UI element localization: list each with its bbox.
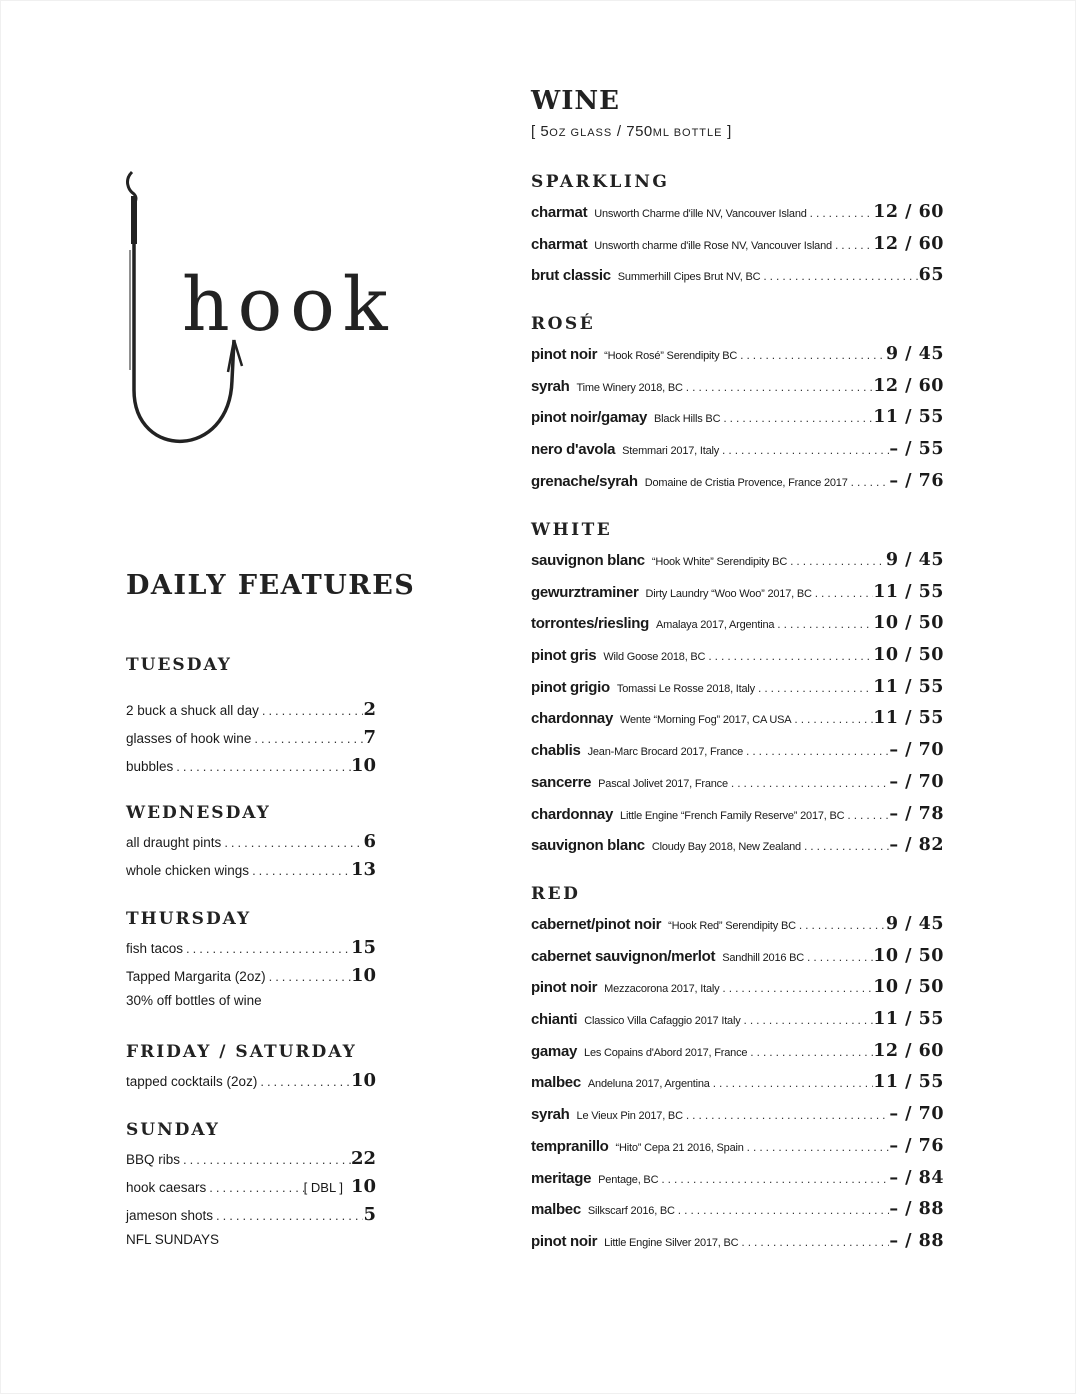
bottle-size: 750 (626, 123, 653, 140)
feature-price: 2 (363, 699, 376, 720)
wine-item (531, 1009, 944, 1041)
leader-dots (844, 808, 889, 822)
leader-dots (760, 269, 918, 283)
wine-item (531, 202, 944, 234)
wine-item (531, 1199, 944, 1231)
wine-name: tempranillo (531, 1137, 609, 1155)
feature-item (126, 1176, 376, 1204)
leader-dots (796, 918, 886, 932)
day-name: SUNDAY (126, 1120, 220, 1140)
leader-dots (683, 1108, 889, 1122)
wine-description: Jean-Marc Brocard 2017, France (587, 746, 744, 759)
wine-item (531, 1136, 944, 1168)
wine-item (531, 582, 944, 614)
feature-price: 7 (363, 727, 376, 748)
wine-price: – / 70 (889, 740, 944, 761)
leader-dots (807, 206, 874, 220)
wine-item (531, 550, 944, 582)
wine-name: torrontes/riesling (531, 615, 649, 633)
wine-name: cabernet/pinot noir (531, 916, 662, 933)
wine-name: chardonnay (531, 805, 614, 823)
wine-price: 11 / 55 (873, 581, 944, 602)
leader-dots (173, 759, 351, 774)
day-name: WEDNESDAY (126, 803, 271, 823)
wine-item (531, 677, 944, 709)
wine-price: 11 / 55 (873, 1072, 944, 1093)
leader-dots (183, 941, 351, 956)
wine-price: 12 / 60 (873, 375, 944, 396)
leader-dots (719, 443, 889, 457)
leader-dots (774, 617, 873, 631)
glass-unit: OZ GLASS (549, 127, 613, 139)
wine-price: 10 / 50 (873, 613, 944, 634)
wine-price: 9 / 45 (885, 550, 944, 570)
feature-item (126, 1204, 376, 1232)
wine-description: Pentage, BC (598, 1173, 659, 1186)
wine-name: pinot noir (531, 979, 598, 997)
wine-item (531, 1104, 944, 1136)
wine-item (531, 1041, 944, 1073)
leader-dots (728, 776, 889, 790)
feature-name: all draught pints (126, 835, 222, 850)
feature-item (126, 727, 376, 755)
wine-name: chianti (531, 1011, 578, 1029)
wine-price: – / 55 (889, 439, 944, 460)
wine-price: 12 / 60 (873, 233, 944, 254)
day-thursday (126, 909, 376, 1021)
wine-item (531, 471, 944, 503)
feature-price: 10 (350, 965, 376, 986)
wine-price: – / 88 (889, 1199, 944, 1220)
feature-item (126, 831, 376, 859)
leader-dots (257, 1074, 351, 1089)
leader-dots (801, 839, 889, 853)
wine-item (531, 645, 944, 677)
separator: / (612, 123, 627, 140)
wine-name: sauvignon blanc (531, 837, 645, 855)
logo-text: hook (182, 262, 396, 348)
feature-name: fish tacos (126, 941, 184, 956)
wine-item (531, 1168, 944, 1200)
leader-dots (720, 411, 873, 425)
leader-dots (738, 1235, 889, 1249)
wine-description: Silkscarf 2016, BC (587, 1205, 675, 1218)
wine-item (531, 804, 944, 836)
wine-description: Little Engine “French Family Reserve” 2017, BC (620, 809, 845, 822)
leader-dots (812, 586, 873, 600)
wine-description: Little Engine Silver 2017, BC (604, 1236, 739, 1249)
wine-price: 11 / 55 (873, 676, 944, 697)
wine-item (531, 835, 944, 867)
wine-name: chablis (531, 742, 581, 760)
leader-dots (675, 1203, 890, 1217)
wine-description: Wild Goose 2018, BC (603, 651, 706, 664)
wine-description: Wente “Morning Fog” 2017, CA USA (620, 714, 792, 727)
wine-item (531, 946, 944, 978)
day-name: TUESDAY (126, 655, 232, 675)
feature-note: 30% off bottles of wine (126, 993, 262, 1008)
leader-dots (719, 981, 873, 995)
leader-dots (848, 475, 890, 489)
wine-price: – / 70 (889, 1104, 944, 1125)
wine-title: WINE (531, 86, 620, 116)
wine-item (531, 613, 944, 645)
wine-name: pinot noir/gamay (531, 409, 648, 427)
leader-dots (744, 1140, 890, 1154)
feature-note: NFL SUNDAYS (126, 1232, 220, 1247)
wine-price: 10 / 50 (873, 977, 944, 998)
feature-name: hook caesars (126, 1180, 207, 1195)
wine-name: grenache/syrah (531, 472, 638, 490)
wine-description: “Hook White” Serendipity BC (651, 556, 788, 568)
wine-serving-sizes (531, 123, 732, 140)
wine-description: Black Hills BC (654, 413, 721, 426)
wine-name: charmat (531, 235, 588, 253)
bracket: [ (531, 123, 541, 140)
leader-dots (737, 348, 886, 362)
wine-description: Summerhill Cipes Brut NV, BC (617, 271, 761, 284)
wine-description: Domaine de Cristia Provence, France 2017 (644, 476, 848, 489)
leader-dots (213, 1208, 363, 1223)
feature-item (126, 755, 376, 783)
wine-description: Unsworth charme d'ille Rose NV, Vancouver Island (594, 239, 832, 252)
wine-description: Le Vieux Pin 2017, BC (576, 1110, 683, 1123)
leader-dots (221, 835, 363, 850)
wine-item (531, 1072, 944, 1104)
wine-description: “Hook Red” Serendipity BC (668, 920, 796, 932)
wine-name: malbec (531, 1201, 581, 1219)
feature-price: 22 (350, 1148, 376, 1169)
feature-name: whole chicken wings (126, 863, 250, 878)
wine-item (531, 914, 944, 946)
leader-dots (251, 731, 363, 746)
leader-dots (705, 649, 873, 663)
wine-name: charmat (531, 204, 588, 221)
day-name: FRIDAY / SATURDAY (126, 1042, 357, 1062)
day-sunday (126, 1120, 376, 1260)
wine-name: sancerre (531, 773, 592, 791)
feature-price: 15 (350, 937, 376, 958)
feature-price: 5 (363, 1204, 376, 1225)
wine-description: Stemmari 2017, Italy (622, 445, 720, 458)
wine-description: Cloudy Bay 2018, New Zealand (651, 841, 801, 854)
wine-item (531, 977, 944, 1009)
wine-price: – / 76 (889, 470, 944, 491)
feature-item (126, 699, 376, 727)
section-sparkling (531, 172, 944, 297)
day-tuesday (126, 655, 376, 783)
leader-dots (266, 969, 351, 984)
feature-name: jameson shots (126, 1208, 214, 1223)
leader-dots (741, 1013, 874, 1027)
leader-dots (791, 712, 873, 726)
leader-dots (787, 554, 886, 568)
leader-dots (259, 703, 364, 718)
glass-size: 5 (540, 123, 550, 140)
feature-item (126, 965, 376, 993)
wine-price: – / 78 (889, 803, 944, 824)
wine-price: 12 / 60 (873, 202, 944, 222)
wine-item (531, 376, 944, 408)
wine-name: pinot grigio (531, 678, 610, 696)
day-name: THURSDAY (126, 909, 252, 929)
feature-price: 6 (363, 831, 376, 852)
section-rose (531, 314, 944, 502)
section-red (531, 884, 944, 1263)
wine-name: gewurztraminer (531, 583, 639, 601)
wine-item (531, 439, 944, 471)
feature-price: 10 (350, 755, 376, 776)
wine-name: syrah (531, 1106, 570, 1124)
wine-item (531, 1231, 944, 1263)
leader-dots (658, 1172, 889, 1186)
section-title: ROSÉ (531, 314, 596, 334)
section-title: WHITE (531, 520, 613, 540)
wine-item (531, 772, 944, 804)
wine-item (531, 344, 944, 376)
wine-price: 10 / 50 (873, 645, 944, 666)
wine-item (531, 234, 944, 266)
daily-features-title: DAILY FEATURES (126, 570, 416, 601)
day-friday-saturday (126, 1042, 376, 1098)
wine-name: nero d'avola (531, 441, 616, 459)
wine-description: Unsworth Charme d'ille NV, Vancouver Island (594, 208, 807, 220)
bracket: ] (722, 123, 732, 140)
feature-name: tapped cocktails (2oz) (126, 1074, 258, 1089)
wine-item (531, 265, 944, 297)
leader-dots (206, 1180, 303, 1195)
section-title: RED (531, 884, 581, 904)
wine-description: Time Winery 2018, BC (576, 381, 683, 394)
feature-name: 2 buck a shuck all day (126, 703, 259, 718)
wine-price: – / 70 (889, 771, 944, 792)
wine-name: syrah (531, 377, 570, 395)
day-wednesday (126, 803, 376, 887)
wine-price: – / 82 (889, 835, 944, 856)
feature-name: glasses of hook wine (126, 731, 252, 746)
feature-item (126, 1148, 376, 1176)
wine-price: – / 76 (889, 1135, 944, 1156)
section-title: SPARKLING (531, 172, 670, 192)
wine-name: cabernet sauvignon/merlot (531, 947, 716, 965)
wine-price: 11 / 55 (873, 708, 944, 729)
wine-description: Dirty Laundry “Woo Woo” 2017, BC (645, 587, 812, 600)
leader-dots (180, 1152, 351, 1167)
feature-item (126, 1070, 376, 1098)
wine-description: Classico Villa Cafaggio 2017 Italy (584, 1015, 741, 1028)
wine-price: 9 / 45 (885, 914, 944, 934)
feature-extra: [ DBL ] (303, 1180, 343, 1195)
wine-name: sauvignon blanc (531, 552, 645, 569)
wine-price: 11 / 55 (873, 1009, 944, 1030)
bottle-unit: ML BOTTLE (652, 127, 723, 139)
wine-price: – / 84 (889, 1167, 944, 1188)
wine-price: 11 / 55 (873, 407, 944, 428)
wine-price: – / 88 (889, 1230, 944, 1251)
wine-name: gamay (531, 1042, 578, 1060)
leader-dots (710, 1076, 873, 1090)
feature-price: 10 (350, 1176, 376, 1197)
wine-name: pinot noir (531, 1232, 598, 1250)
wine-item (531, 708, 944, 740)
feature-price: 13 (350, 859, 376, 880)
leader-dots (832, 238, 873, 252)
wine-name: pinot noir (531, 346, 598, 363)
leader-dots (683, 380, 873, 394)
leader-dots (804, 950, 873, 964)
wine-price: 9 / 45 (885, 344, 944, 364)
feature-name: BBQ ribs (126, 1152, 181, 1167)
wine-item (531, 740, 944, 772)
wine-name: chardonnay (531, 710, 614, 728)
wine-price: 12 / 60 (873, 1040, 944, 1061)
feature-price: 10 (350, 1070, 376, 1091)
wine-description: Les Copains d'Abord 2017, France (584, 1046, 748, 1059)
feature-name: bubbles (126, 759, 174, 774)
wine-description: Amalaya 2017, Argentina (655, 619, 775, 632)
wine-description: Andeluna 2017, Argentina (587, 1078, 710, 1091)
wine-name: brut classic (531, 267, 611, 285)
wine-description: “Hook Rosé” Serendipity BC (604, 350, 738, 362)
wine-description: Sandhill 2016 BC (722, 951, 805, 964)
leader-dots (755, 681, 873, 695)
feature-item (126, 937, 376, 965)
wine-name: pinot gris (531, 647, 597, 665)
leader-dots (743, 744, 889, 758)
leader-dots (249, 863, 351, 878)
wine-name: malbec (531, 1074, 581, 1092)
wine-description: Tomassi Le Rosse 2018, Italy (616, 682, 755, 695)
wine-price: 10 / 50 (873, 945, 944, 966)
wine-description: “Hito” Cepa 21 2016, Spain (615, 1141, 744, 1154)
leader-dots (747, 1045, 873, 1059)
wine-item (531, 407, 944, 439)
wine-description: Mezzacorona 2017, Italy (604, 983, 720, 996)
feature-name: Tapped Margarita (2oz) (126, 969, 266, 984)
feature-item (126, 859, 376, 887)
wine-description: Pascal Jolivet 2017, France (598, 777, 728, 790)
wine-name: meritage (531, 1169, 592, 1187)
section-white (531, 520, 944, 867)
wine-price: 65 (918, 265, 944, 286)
